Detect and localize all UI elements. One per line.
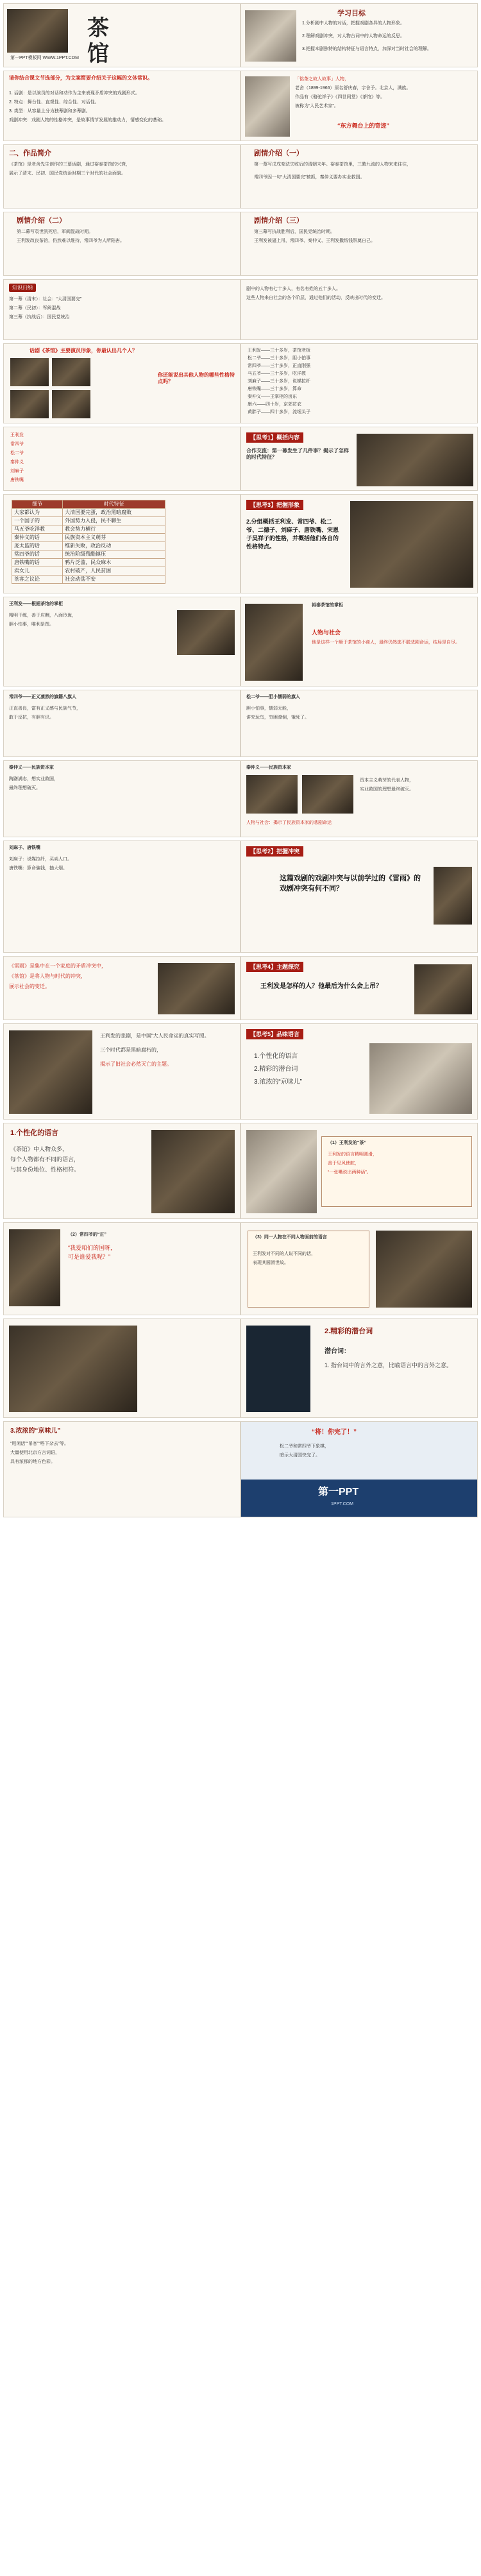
slide-9 [3,279,240,340]
slide-body-line: 3. 类型：从容量上分为独幕剧和多幕剧。 [9,109,90,114]
slide-body-line: 第二幕写袁世凯死后，军阀混战时期。 [17,230,93,234]
slide-14 [240,427,478,491]
character-item: 唐铁嘴——三十多岁，算命 [248,387,301,391]
slide-title: （3）同一人物在不同人物面前的语言 [253,1235,327,1240]
section-label: 【思考2】把握冲突 [246,846,303,857]
slide-3 [3,71,240,141]
goal-item: 1.分析剧中人物的对话，把握戏剧各异的人物形象。 [302,21,405,26]
slide-title: 1.个性化的语言 [10,1129,59,1137]
section-label: 【思考3】把握形象 [246,500,303,510]
slide-29 [3,1123,240,1219]
slide-body-line: 实业救国的理想最终破灭。 [360,787,414,792]
character-tag: 常四爷 [10,442,24,447]
slide-body-line: 1. 话剧：是以演员的对话和动作为主来表现矛盾冲突的戏剧形式。 [9,91,140,96]
slide-body-line: 1. 指台词中的言外之意，比喻语言中的言外之意。 [325,1362,453,1369]
slide-question: 请你结合课文节选部分，为文案简要介绍关于这幅的文体常识。 [9,75,153,81]
slide-body-line: 第一幕写戊戌变法失败后的清朝末年。裕泰茶馆里，三教九流的人物来来往往， [254,162,411,167]
slide-15 [3,494,240,593]
character-item: 秦仲义——王掌柜的房东 [248,395,297,399]
slide-7 [3,212,240,276]
character-item: 马五爷——三十多岁，吃洋教 [248,371,306,376]
slide-body-line: 胆小怕事，唯利是图。 [9,622,54,627]
slide-36 [240,1421,478,1517]
stage-photo [350,501,473,588]
slide-title: 2.精彩的潜台词 [325,1327,373,1335]
character-item: 松二爷——三十多岁，胆小怕事 [248,356,310,361]
slide-32 [240,1222,478,1315]
slide-subtitle: 第一PPT模板网 WWW.1PPT.COM [10,56,79,60]
character-photo [177,610,235,655]
character-tag: 刘麻子 [10,469,24,473]
teahouse-photo [7,9,68,53]
slide-title: 秦仲义——民族资本家 [9,765,54,770]
slide-title: 刘麻子、唐铁嘴 [9,846,40,850]
teahouse-photo [151,1130,235,1213]
character-photo [9,1229,60,1306]
slide-body-line: “我爱咱们的国呀， [68,1245,116,1251]
table-row: 卖女儿 农村破产，人民贫困 [12,567,165,576]
slide-quote: “东方舞台上的奇迹” [337,123,390,129]
slide-title: 剧情介绍（三） [254,217,303,225]
slide-body-line: 第三幕写抗战胜利后，国民党统治时期。 [254,230,335,234]
slide-body-line: 展示了清末、民初、国民党统治时期三个时代的社会面貌。 [9,171,126,176]
poster-image [434,867,472,925]
actor-photo [52,390,90,418]
slide-16 [240,494,478,593]
slide-13 [3,427,240,491]
slide-note: 人物与社会：揭示了民族资本家的悲剧命运 [246,821,332,825]
slide-question: 王利发是怎样的人？他最后为什么会上吊？ [260,983,382,990]
slide-intro: 「铭茶之故人故事」人物， [295,77,349,81]
section-label: 【思考1】概括内容 [246,432,303,443]
slide-2 [240,3,478,67]
slide-body-line: 资本主义萌芽的代表人物， [360,778,414,783]
slide-question: 2.分组概括王利发、常四爷、松二爷、二德子、刘麻子、唐铁嘴、宋恩子吴祥子的性格，并概括他们各自的性格特点。 [246,518,339,550]
slide-body-line: 讲究玩鸟，穷困潦倒，饿死了。 [246,715,309,720]
stage-photo [158,963,235,1014]
slide-25 [3,956,240,1020]
slide-title: 裕泰茶馆的掌柜 [312,603,343,608]
slide-26 [240,956,478,1020]
slide-body-line: 第二幕（民初）：军阀混战 [9,306,61,311]
goal-item: 2.理解戏剧冲突，对人物台词中的人物命运的反思。 [302,34,405,38]
slide-5 [3,144,240,209]
slide-body-line: 王利发改良茶馆，仍然难以维持，常四爷为人所陷害。 [17,239,124,243]
character-photo [246,775,298,814]
quote-box [248,1231,369,1308]
section-label: 【思考5】品味语言 [246,1029,303,1039]
character-photo [302,775,353,814]
slide-title: 茶馆 [87,15,109,67]
slide-body-line: 表现其圆滑世故。 [253,1261,289,1265]
character-item: 康六——四十岁，京郊贫农 [248,402,301,407]
table-row: 大家都认为 大清国要完蛋，政治黑暗腐败 [12,509,165,517]
slide-label: 人物与社会 [312,629,341,636]
character-item: 刘麻子——三十多岁，说媒拉纤 [248,379,310,384]
slide-body-line: 精明干练，善于应酬，八面玲珑， [9,613,76,618]
slide-22 [240,760,478,837]
slide-title: 3.浓浓的“京味儿” [10,1428,61,1435]
character-tag: 王利发 [10,433,24,438]
slide-title: “将！你完了！” [312,1429,357,1436]
slide-question: 这篇戏剧的戏剧冲突与以前学过的《雷雨》的戏剧冲突有何不同？ [280,874,421,892]
slide-question: 话剧《茶馆》主要演员形象，你最认出几个人？ [30,348,137,354]
slide-body-line: 剧中的人物有七十多人，有名有姓的五十多人。 [246,287,341,291]
slide-question: 你还能说出其他人物的哪些性格特点吗？ [158,372,235,384]
character-tag: 唐铁嘴 [10,478,24,482]
slide-body-line: 唐铁嘴：算命骗钱，抽大烟。 [9,866,67,871]
slide-body-line: 大量使用北京方言词语， [10,1451,60,1455]
slide-33 [3,1318,240,1418]
slide-body-line: 敢于反抗，有胆有识。 [9,715,54,720]
author-portrait [245,76,290,137]
slide-35 [3,1421,240,1517]
slide-title: （1）王利发的“茶” [328,1141,366,1145]
detail-table [12,500,165,584]
slide-body-line: 作品有《骆驼祥子》《四世同堂》《茶馆》等。 [295,95,385,99]
slide-body-line: 与其身份地位、性格相符。 [10,1166,80,1173]
brand-site: 1PPT.COM [331,1502,354,1506]
slide-body-line: 《茶馆》是老舍先生创作的三幕话剧，通过裕泰茶馆的兴衰， [9,162,130,167]
slide-question: 合作交流：第一幕发生了几件事？揭示了怎样的时代特征？ [246,448,349,460]
actor-photo [10,358,49,386]
character-tag: 松二爷 [10,451,24,456]
slide-19 [3,690,240,757]
slide-body-line: 松二爷和常四爷下象棋， [280,1444,329,1449]
stage-photo [9,1326,137,1412]
slide-body-line: 胆小怕事，懦弱无能， [246,706,291,711]
table-row: 马五爷吃洋教 教会势力横行 [12,525,165,534]
language-point: 2.精彩的潜台词 [254,1066,298,1073]
slide-28 [240,1023,478,1120]
slide-body-line: 被称为“人民艺术家”。 [295,104,339,108]
character-photo [414,964,472,1014]
blue-panel [246,1326,310,1412]
slide-body-line: 王利发的语言精明圆滑， [328,1152,377,1157]
actor-photo [10,390,49,418]
slide-31 [3,1222,240,1315]
language-point: 3.浓浓的“京味儿” [254,1079,302,1086]
slide-body-line: 具有浓郁的地方色彩。 [10,1460,55,1464]
slide-body-line: 潜台词： [325,1348,350,1355]
slide-body-line: “一张嘴说出两种话”。 [328,1170,371,1175]
slide-body-line: 戏剧冲突：戏剧人物的性格冲突，是故事情节发展的推动力，情感变化的基础。 [9,118,166,123]
slide-body-line: 他是这样一个顺于茶馆的小商人，最终仍然逃不脱悲剧命运，结局是自尽。 [312,640,460,645]
slide-4 [240,71,478,141]
table-row: 一个国子的 外国势力入侵，民不聊生 [12,517,165,525]
slide-body-line: 揭示了旧社会必然灭亡的主题。 [100,1061,172,1067]
slide-title: 常四爷——正义凛然的旗籍八旗人 [9,695,76,699]
slide-body-line: 《雷雨》是集中在一个家庭的矛盾冲突中， [9,963,106,969]
slide-title: 秦仲义——民族资本家 [246,765,291,770]
character-item: 黄胖子——四十多岁，流氓头子 [248,410,310,414]
language-point: 1.个性化的语言 [254,1053,298,1060]
slide-body-line: 刘麻子：说媒拉纤，买卖人口。 [9,857,72,862]
slide-body-line: 踌躇满志，想实业救国， [9,777,58,781]
character-item: 王利发——三十多岁，茶馆老板 [248,348,310,353]
character-photo [245,604,303,681]
slide-title: 剧情介绍（二） [17,217,66,225]
slide-30 [240,1123,478,1219]
slide-body-line: 《茶馆》中人物众多， [10,1146,69,1152]
table-row: 唐铁嘴的话 鸦片泛滥，民众麻木 [12,559,165,567]
slide-title: 王利发——根据茶馆的掌柜 [9,602,63,606]
slide-body-line: 展示社会的变迁。 [9,984,50,989]
section-label: 知识归纳 [9,284,36,292]
slide-title: 松二爷——胆小懦弱的旗人 [246,695,300,699]
slide-24 [240,840,478,953]
slide-body-line: 《茶馆》是将人物与时代的冲突， [9,973,86,979]
table-row: 常四爷的话 统治阶级残酷镇压 [12,550,165,559]
slide-27 [3,1023,240,1120]
actor-photo [52,358,90,386]
slide-title: （2）常四爷的“正” [68,1233,106,1237]
slide-body-line: 正直善良，富有正义感与民族气节， [9,706,81,711]
slide-17 [3,597,240,687]
slide-body-line: 王利发的悲剧，是中国“大人民命运的真实写照。 [100,1033,210,1039]
character-photo [246,1130,317,1213]
table-row: 茶客之议论 社会动荡不安 [12,576,165,584]
stage-photo [357,434,473,486]
slide-18 [240,597,478,687]
table-header: 时代特征 [63,500,165,509]
ink-painting [369,1043,472,1114]
slide-21 [3,760,240,837]
character-tag: 秦仲义 [10,460,24,465]
slide-body-line: 这些人物来自社会的各个阶层，通过他们的活动，反映出时代的变迁。 [246,296,385,300]
brand-name: 第一PPT [318,1487,359,1497]
slide-body-line: 常四爷因一句“大清国要完”被抓，秦仲义要办实业救国。 [254,175,365,180]
goal-heading: 学习目标 [337,10,366,17]
slide-body-line: “甩闲话”“吊客”“嗒下杂去”等。 [10,1442,69,1446]
slide-8 [240,212,478,276]
slide-body-line: 王利发被逼上吊，常四爷、秦仲义、王利发撒纸钱祭奠自己。 [254,239,375,243]
goal-item: 3.把握本剧独特的结构特征与语言特点，加深对当时社会的理解。 [302,47,432,51]
character-photo [376,1231,472,1308]
scene-image [245,10,296,62]
slide-body-line: 第三幕（抗战后）：国民党统治 [9,315,70,320]
slide-1 [3,3,240,67]
slide-body-line: 最终理想破灭。 [9,786,40,790]
slide-title: 剧情介绍（一） [254,149,303,157]
slide-12 [240,343,478,423]
section-label: 【思考4】主题探究 [246,962,303,972]
slide-10 [240,279,478,340]
slide-title: 二、作品简介 [9,149,51,157]
slide-body-line: 善于见风使舵， [328,1161,359,1166]
slide-body-line: 王利发对不同的人说不同的话， [253,1252,316,1256]
slide-body-line: 第一幕（清末）：社会：“大清国要完” [9,297,82,302]
slide-body-line: 三个时代都是黑暗腐朽的， [100,1047,162,1053]
slide-6 [240,144,478,209]
character-item: 常四爷——三十多岁，正直刚强 [248,364,310,368]
slide-body-line: 老舍（1899-1966）原名舒庆春，字舍予。北京人，满族。 [295,86,411,90]
slide-34 [240,1318,478,1418]
stage-photo [9,1030,92,1114]
slide-body-line: 每个人物都有不同的语言， [10,1156,80,1163]
slide-body-line: 暗示大清国快完了。 [280,1453,320,1458]
table-row: 秦仲义的话 民族资本主义萌芽 [12,534,165,542]
slide-20 [240,690,478,757]
slide-11 [3,343,240,423]
slide-23 [3,840,240,953]
table-row: 庞太监的话 维新失败，政治反动 [12,542,165,550]
table-header: 细节 [12,500,63,509]
slide-body-line: 可是谁爱我呢？” [68,1254,110,1260]
slide-body-line: 2. 特点：舞台性、直观性、综合性、对话性。 [9,100,99,105]
